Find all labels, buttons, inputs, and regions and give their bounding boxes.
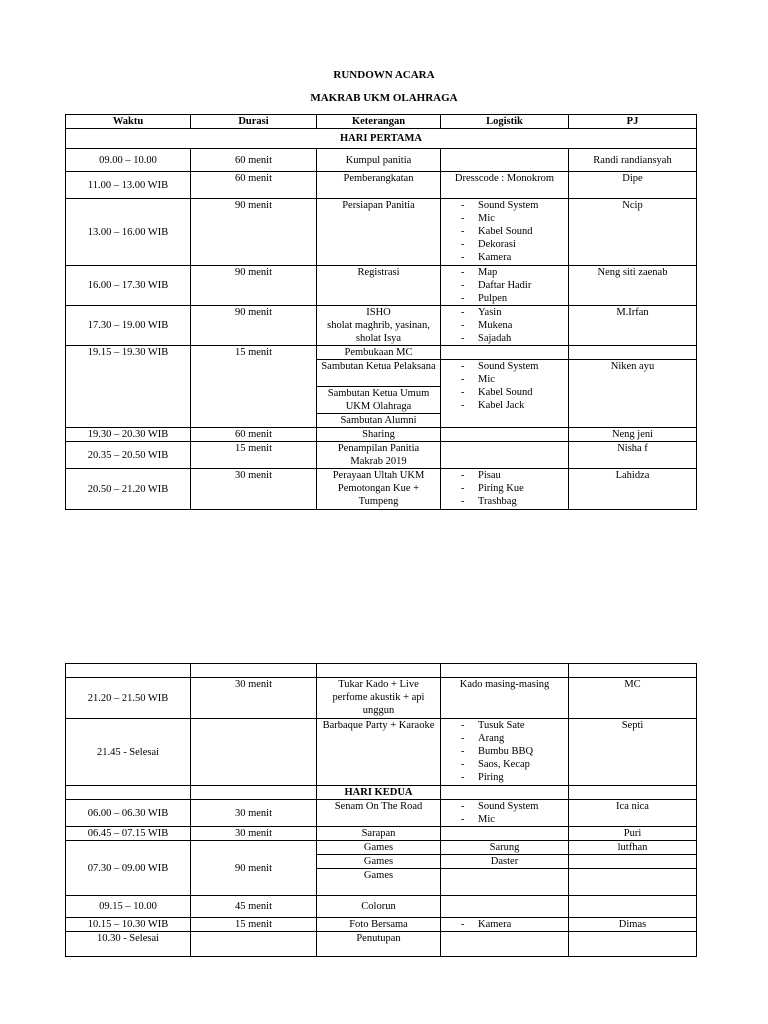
logistik-list	[461, 719, 564, 784]
cell-keterangan: Persiapan Panitia	[317, 199, 441, 266]
cell-logistik	[441, 442, 569, 469]
cell-logistik	[441, 896, 569, 918]
cell-waktu: 10.15 – 10.30 WIB	[66, 918, 191, 932]
cell-keterangan: Kumpul panitia	[317, 149, 441, 172]
cell-pj	[569, 855, 697, 869]
cell-empty	[66, 786, 191, 800]
cell-waktu: 06.00 – 06.30 WIB	[66, 800, 191, 827]
cell-pj: Neng jeni	[569, 428, 697, 442]
logistik-list	[461, 199, 564, 264]
cell-pj	[569, 896, 697, 918]
cell-waktu: 09.15 – 10.00	[66, 896, 191, 918]
logistik-list	[461, 360, 564, 412]
cell-waktu: 06.45 – 07.15 WIB	[66, 827, 191, 841]
logistik-item: - Pisau	[461, 469, 564, 482]
cell-waktu: 20.35 – 20.50 WIB	[66, 442, 191, 469]
cell-pj: Ncip	[569, 199, 697, 266]
table-row	[66, 678, 697, 719]
logistik-list	[461, 469, 564, 508]
cell-pj: Randi randiansyah	[569, 149, 697, 172]
logistik-item: - Mic	[461, 212, 564, 225]
cell-waktu: 09.00 – 10.00	[66, 149, 191, 172]
cell-pj: Lahidza	[569, 469, 697, 510]
cell-durasi: 60 menit	[191, 149, 317, 172]
cell-durasi	[191, 932, 317, 957]
cell-logistik	[441, 306, 569, 346]
table-row	[66, 266, 697, 306]
cell-logistik	[441, 469, 569, 510]
cell-durasi: 45 menit	[191, 896, 317, 918]
cell-pj: Dipe	[569, 172, 697, 199]
cell-pj: Neng siti zaenab	[569, 266, 697, 306]
cell-waktu: 11.00 – 13.00 WIB	[66, 172, 191, 199]
table-row	[66, 346, 697, 360]
cell-keterangan: Pembukaan MC	[317, 346, 441, 360]
logistik-item: - Tusuk Sate	[461, 719, 564, 732]
cell-durasi	[191, 719, 317, 786]
cell-keterangan: Barbaque Party + Karaoke	[317, 719, 441, 786]
logistik-list	[461, 306, 564, 345]
cell-pj: Nisha f	[569, 442, 697, 469]
cell-keterangan: Pemberangkatan	[317, 172, 441, 199]
cell-empty	[441, 786, 569, 800]
logistik-item: - Kamera	[461, 918, 564, 931]
table-row	[66, 149, 697, 172]
cell-durasi: 15 menit	[191, 442, 317, 469]
table-row	[66, 428, 697, 442]
cell-pj	[569, 346, 697, 360]
header-durasi: Durasi	[191, 115, 317, 129]
cell-empty	[317, 664, 441, 678]
logistik-item: - Saos, Kecap	[461, 758, 564, 771]
cell-keterangan: Sambutan Alumni	[317, 414, 441, 428]
cell-waktu: 20.50 – 21.20 WIB	[66, 469, 191, 510]
cell-keterangan: Penampilan Panitia Makrab 2019	[317, 442, 441, 469]
cell-empty	[191, 786, 317, 800]
cell-empty	[441, 664, 569, 678]
cell-durasi: 30 menit	[191, 827, 317, 841]
table-row	[66, 469, 697, 510]
cell-pj: M.Irfan	[569, 306, 697, 346]
logistik-item: - Piring Kue	[461, 482, 564, 495]
cell-keterangan: Registrasi	[317, 266, 441, 306]
cell-pj	[569, 932, 697, 957]
cell-durasi: 90 menit	[191, 199, 317, 266]
cell-waktu: 19.30 – 20.30 WIB	[66, 428, 191, 442]
cell-logistik: Daster	[441, 855, 569, 869]
cell-logistik: Sarung	[441, 841, 569, 855]
table-row	[66, 199, 697, 266]
cell-keterangan: Penutupan	[317, 932, 441, 957]
logistik-item: - Sajadah	[461, 332, 564, 345]
cell-logistik	[441, 360, 569, 428]
cell-logistik	[441, 149, 569, 172]
table-row	[66, 306, 697, 346]
cell-durasi: 30 menit	[191, 469, 317, 510]
header-logistik: Logistik	[441, 115, 569, 129]
cell-waktu: 21.20 – 21.50 WIB	[66, 678, 191, 719]
logistik-item: - Mic	[461, 373, 564, 386]
logistik-item: - Sound System	[461, 800, 564, 813]
cell-logistik	[441, 932, 569, 957]
cell-logistik	[441, 918, 569, 932]
cell-pj: Niken ayu	[569, 360, 697, 428]
cell-waktu: 10.30 - Selesai	[66, 932, 191, 957]
cell-pj: Ica nica	[569, 800, 697, 827]
cell-durasi: 30 menit	[191, 678, 317, 719]
empty-row	[66, 664, 697, 678]
cell-keterangan: Games	[317, 855, 441, 869]
section-row	[66, 786, 697, 800]
section-hari-kedua: HARI KEDUA	[317, 786, 441, 800]
table-row	[66, 932, 697, 957]
cell-pj: Puri	[569, 827, 697, 841]
header-pj: PJ	[569, 115, 697, 129]
cell-empty	[191, 664, 317, 678]
logistik-item: - Kabel Jack	[461, 399, 564, 412]
cell-durasi: 30 menit	[191, 800, 317, 827]
logistik-list	[461, 800, 564, 826]
rundown-table-2	[65, 663, 697, 957]
logistik-item: - Mic	[461, 813, 564, 826]
cell-waktu: 13.00 – 16.00 WIB	[66, 199, 191, 266]
header-keterangan: Keterangan	[317, 115, 441, 129]
logistik-item: - Kamera	[461, 251, 564, 264]
table-row	[66, 918, 697, 932]
cell-durasi: 60 menit	[191, 172, 317, 199]
cell-logistik	[441, 346, 569, 360]
cell-logistik	[441, 869, 569, 896]
logistik-item: - Kabel Sound	[461, 386, 564, 399]
cell-waktu: 07.30 – 09.00 WIB	[66, 841, 191, 896]
cell-keterangan: Tukar Kado + Live perfome akustik + api unggun	[317, 678, 441, 719]
cell-keterangan: Games	[317, 869, 441, 896]
cell-keterangan: Sarapan	[317, 827, 441, 841]
table-row	[66, 800, 697, 827]
cell-pj	[569, 869, 697, 896]
cell-keterangan: Foto Bersama	[317, 918, 441, 932]
cell-empty	[569, 786, 697, 800]
cell-logistik	[441, 199, 569, 266]
logistik-item: - Yasin	[461, 306, 564, 319]
cell-logistik	[441, 800, 569, 827]
logistik-list	[461, 918, 564, 931]
logistik-item: - Sound System	[461, 360, 564, 373]
document-title: RUNDOWN ACARA	[333, 69, 435, 81]
logistik-item: - Bumbu BBQ	[461, 745, 564, 758]
header-waktu: Waktu	[66, 115, 191, 129]
cell-waktu: 16.00 – 17.30 WIB	[66, 266, 191, 306]
cell-durasi: 90 menit	[191, 266, 317, 306]
cell-durasi: 90 menit	[191, 306, 317, 346]
logistik-item: - Kabel Sound	[461, 225, 564, 238]
cell-keterangan: Perayaan Ultah UKM Pemotongan Kue + Tumpeng	[317, 469, 441, 510]
cell-pj: MC	[569, 678, 697, 719]
cell-durasi: 15 menit	[191, 918, 317, 932]
cell-waktu: 19.15 – 19.30 WIB	[66, 346, 191, 428]
cell-waktu: 17.30 – 19.00 WIB	[66, 306, 191, 346]
cell-keterangan: Sambutan Ketua Pelaksana	[317, 360, 441, 387]
table-row	[66, 827, 697, 841]
table-row	[66, 172, 697, 199]
table-row	[66, 896, 697, 918]
cell-logistik	[441, 827, 569, 841]
section-row	[66, 129, 697, 149]
cell-logistik: Kado masing-masing	[441, 678, 569, 719]
cell-empty	[66, 664, 191, 678]
logistik-item: - Arang	[461, 732, 564, 745]
document-subtitle: MAKRAB UKM OLAHRAGA	[310, 92, 458, 104]
cell-logistik: Dresscode : Monokrom	[441, 172, 569, 199]
logistik-item: - Map	[461, 266, 564, 279]
cell-keterangan: Colorun	[317, 896, 441, 918]
cell-keterangan: Sharing	[317, 428, 441, 442]
cell-durasi: 15 menit	[191, 346, 317, 428]
cell-pj: Septi	[569, 719, 697, 786]
rundown-table-1	[65, 114, 697, 510]
cell-keterangan: ISHO sholat maghrib, yasinan, sholat Isya	[317, 306, 441, 346]
logistik-item: - Mukena	[461, 319, 564, 332]
logistik-item: - Daftar Hadir	[461, 279, 564, 292]
table-row	[66, 841, 697, 855]
cell-pj: lutfhan	[569, 841, 697, 855]
header-row	[66, 115, 697, 129]
cell-durasi: 60 menit	[191, 428, 317, 442]
logistik-list	[461, 266, 564, 305]
cell-keterangan: Sambutan Ketua Umum UKM Olahraga	[317, 387, 441, 414]
logistik-item: - Pulpen	[461, 292, 564, 305]
cell-waktu: 21.45 - Selesai	[66, 719, 191, 786]
cell-pj: Dimas	[569, 918, 697, 932]
logistik-item: - Trashbag	[461, 495, 564, 508]
cell-logistik	[441, 428, 569, 442]
cell-durasi: 90 menit	[191, 841, 317, 896]
section-hari-pertama: HARI PERTAMA	[66, 129, 697, 149]
table-row	[66, 442, 697, 469]
cell-keterangan: Senam On The Road	[317, 800, 441, 827]
cell-logistik	[441, 266, 569, 306]
table-row	[66, 719, 697, 786]
cell-logistik	[441, 719, 569, 786]
logistik-item: - Sound System	[461, 199, 564, 212]
cell-empty	[569, 664, 697, 678]
cell-keterangan: Games	[317, 841, 441, 855]
logistik-item: - Dekorasi	[461, 238, 564, 251]
logistik-item: - Piring	[461, 771, 564, 784]
